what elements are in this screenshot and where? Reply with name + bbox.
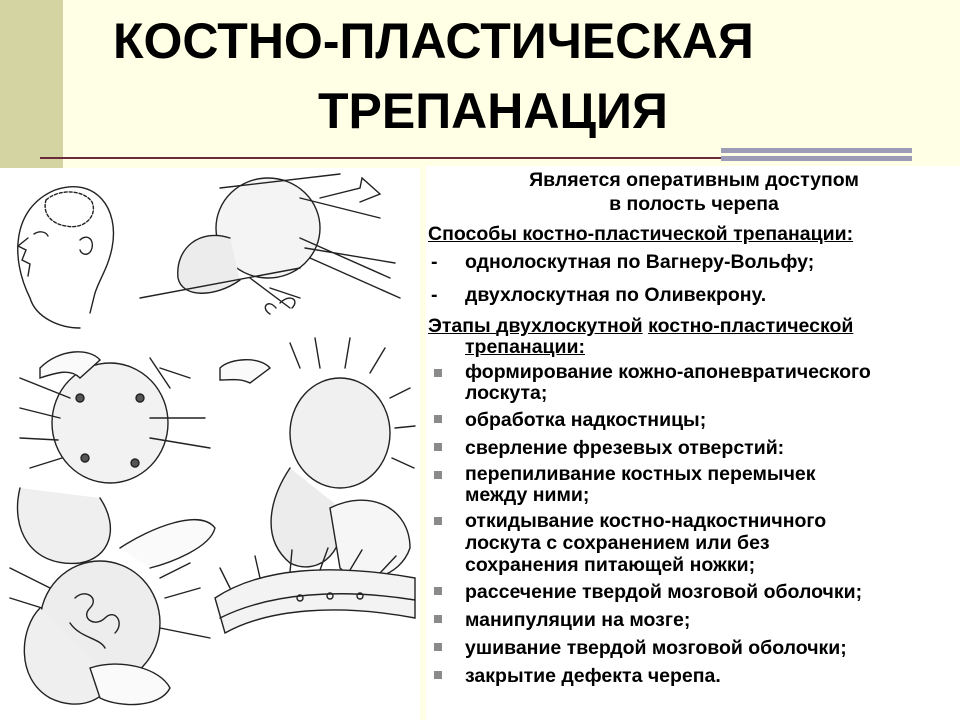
stage-item	[428, 608, 960, 632]
stage-line: перепиливание костных перемычек	[465, 463, 816, 485]
stage-item	[428, 510, 960, 576]
square-bullet-icon	[434, 643, 442, 651]
square-bullet-icon	[434, 443, 442, 451]
method-text: двухлоскутная по Оливекрону.	[465, 284, 767, 306]
head-profile-figure	[18, 187, 114, 328]
stage-item	[428, 436, 960, 460]
stage-item	[428, 636, 960, 660]
stage-line: откидывание костно-надкостничного	[465, 510, 827, 532]
square-bullet-icon	[434, 587, 442, 595]
method-item	[428, 250, 960, 274]
stages-heading-word-1: Этапы	[428, 315, 497, 337]
intro-line-2: в полость черепа	[609, 193, 779, 215]
stage-line: обработка надкостницы;	[465, 409, 707, 431]
dash-marker: -	[431, 251, 438, 273]
drill-holes-figure	[18, 352, 271, 564]
stage-line: лоскута;	[465, 382, 548, 404]
stage-line: манипуляции на мозге;	[465, 609, 691, 631]
stage-line: лоскута с сохранением или без	[465, 532, 770, 554]
stage-item	[428, 408, 960, 432]
title-line-1: КОСТНО-ПЛАСТИЧЕСКАЯ	[113, 13, 754, 69]
dash-marker: -	[431, 284, 438, 306]
stage-line: ушивание твердой мозговой оболочки;	[465, 637, 847, 659]
stage-line: рассечение твердой мозговой оболочки;	[465, 581, 863, 603]
bone-flap-figure	[271, 338, 415, 578]
square-bullet-icon	[434, 615, 442, 623]
square-bullet-icon	[434, 517, 442, 525]
stage-line: закрытие дефекта черепа.	[465, 665, 721, 687]
square-bullet-icon	[434, 369, 442, 377]
stage-line: сохранения питающей ножки;	[465, 554, 756, 576]
stage-line: сверление фрезевых отверстий:	[465, 437, 785, 459]
stage-item	[428, 580, 960, 604]
stage-item	[428, 664, 960, 688]
square-bullet-icon	[434, 471, 442, 479]
stage-line: формирование кожно-апоневратического	[465, 361, 871, 383]
square-bullet-icon	[434, 671, 442, 679]
methods-heading: Способы костно-пластической трепанации:	[428, 223, 854, 245]
square-bullet-icon	[434, 415, 442, 423]
open-skull-figure	[140, 174, 400, 314]
method-item	[428, 283, 960, 307]
divider-accent	[721, 148, 912, 164]
stage-item	[428, 464, 960, 506]
stages-heading-word-2: двухлоскутной	[496, 315, 643, 337]
stage-item	[428, 362, 960, 404]
stage-line: между ними;	[465, 484, 590, 506]
stages-heading-word-4: трепанации:	[465, 336, 586, 358]
title-line-2: ТРЕПАНАЦИЯ	[318, 83, 668, 139]
slide-body	[428, 168, 960, 688]
stages-heading-word-3: костно-пластической	[648, 315, 854, 337]
slide-title	[0, 6, 960, 146]
intro-line-1: Является оперативным доступом	[529, 169, 859, 191]
stages-heading	[428, 316, 960, 358]
trepanation-illustration	[0, 168, 420, 720]
method-text: однолоскутная по Вагнеру-Вольфу;	[465, 251, 815, 273]
